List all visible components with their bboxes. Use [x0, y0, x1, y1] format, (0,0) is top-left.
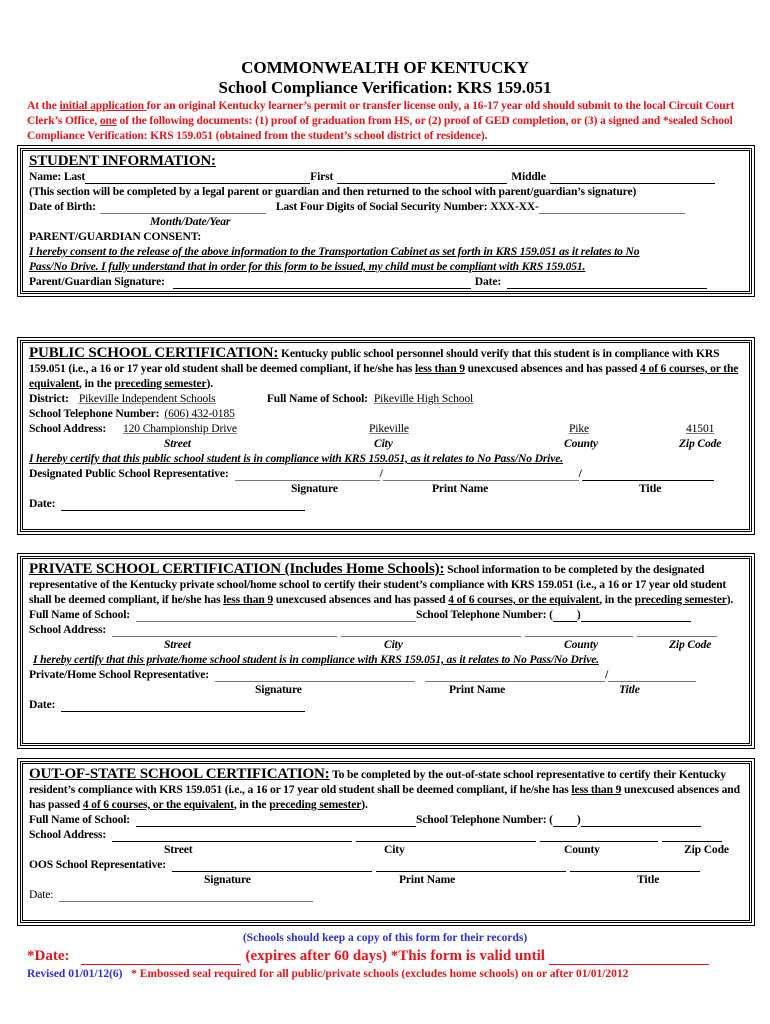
label: Date: — [474, 275, 502, 288]
label: Full Name of School: — [29, 813, 131, 826]
caption: Title — [639, 482, 662, 495]
section-title: STUDENT INFORMATION: — [29, 153, 216, 169]
label: Full Name of School: — [266, 392, 368, 405]
private-school-section — [20, 556, 752, 746]
middle-name-field[interactable] — [550, 171, 715, 184]
certify-text: I hereby certify that this public school student is in compliance with KRS 159.051, as it relates to No Pass/No Drive. — [29, 452, 563, 465]
school-phone-field[interactable] — [581, 609, 691, 622]
caption: Print Name — [432, 482, 489, 495]
label: Private/Home School Representative: — [29, 668, 209, 681]
zip-field[interactable]: 41501 — [686, 422, 715, 435]
date-of-birth-field[interactable] — [100, 201, 266, 214]
text: unexcused absences and has passed — [273, 593, 449, 606]
label: Parent/Guardian Signature: — [29, 275, 165, 288]
intro-text: At the — [27, 99, 60, 112]
label: Date: — [29, 698, 56, 711]
public-school-section — [20, 340, 752, 532]
revision-note: Revised 01/01/12(6) — [27, 968, 123, 980]
intro-text: for an original Kentucky learner’s permit or transfer license only, a 16-17 year old should submit to the local Circuit Court Clerk’s Office, — [27, 99, 735, 127]
city-field[interactable]: Pikeville — [369, 422, 409, 435]
intro-text: one — [99, 114, 117, 127]
private-description — [29, 562, 743, 607]
label: Full Name of School: — [29, 608, 131, 621]
county-field[interactable] — [540, 829, 658, 842]
section-title: PUBLIC SCHOOL CERTIFICATION: — [29, 345, 279, 361]
consent-text: Pass/No Drive. I fully understand that in order for this form to be issued, my child must be compliant with KRS 159.051. — [29, 260, 586, 273]
text: less than 9 — [223, 593, 274, 606]
rep-title-field[interactable] — [608, 669, 696, 682]
valid-until-field[interactable] — [549, 950, 709, 965]
rep-title-field[interactable] — [570, 859, 700, 872]
label: *Date: — [27, 948, 70, 964]
label: OOS School Representative: — [29, 858, 166, 871]
label: School Telephone Number: ( — [416, 608, 553, 621]
rep-print-name-field[interactable] — [376, 859, 566, 872]
caption: County — [564, 638, 598, 651]
label: Name: Last — [29, 170, 86, 183]
label: (expires after 60 days) *This form is valid until — [245, 948, 545, 964]
label: Middle — [511, 170, 546, 183]
caption: County — [564, 437, 598, 450]
text: ). — [726, 593, 734, 606]
street-field[interactable]: 120 Championship Drive — [123, 422, 237, 435]
text: School information to be completed by the designated representative of the Kentucky private school/home school to certify their student’s compliance with KRS 159.051 (i.e., a 16 or 17 year old student shall be deemed compliant, if he/she has — [29, 563, 727, 606]
area-code-field[interactable] — [553, 609, 577, 622]
note: (This section will be completed by a legal parent or guardian and then returned to the school with parent/guardian’s signature) — [29, 185, 637, 198]
caption: Title — [619, 683, 640, 696]
caption: Signature — [291, 482, 338, 495]
caption: City — [374, 437, 393, 450]
public-description — [29, 346, 743, 391]
label: Date: — [29, 888, 54, 901]
last-name-field[interactable] — [85, 171, 310, 184]
rep-title-field[interactable] — [582, 468, 714, 481]
intro-text: of the following documents: (1) proof of graduation from HS, or (2) proof of GED completion, or (3) a signed and *sealed School Compliance Verification: KRS 159.051 (obtained from the student’s school district of residence). — [27, 114, 733, 142]
intro-text: initial application — [59, 99, 147, 112]
text: 4 of 6 courses, or the equivalent — [448, 593, 600, 606]
private-date-field[interactable] — [61, 699, 305, 712]
oos-description — [29, 767, 743, 812]
caption: Signature — [204, 873, 251, 886]
label: School Telephone Number: — [29, 407, 160, 420]
label: ) — [576, 813, 581, 826]
dob-hint: Month/Date/Year — [150, 215, 231, 228]
text: 4 of 6 courses, or the equivalent — [29, 362, 739, 390]
street-field[interactable] — [112, 829, 352, 842]
label: First — [310, 170, 334, 183]
first-name-field[interactable] — [337, 171, 507, 184]
school-phone-field[interactable]: (606) 432-0185 — [164, 407, 235, 420]
caption: Street — [164, 843, 193, 856]
rep-print-name-field[interactable] — [383, 468, 579, 481]
school-name-field[interactable] — [136, 609, 416, 622]
text: Kentucky public school personnel should verify that this student is in compliance with KRS 159.051 (i.e., a 16 or 17 year old student shall be deemed compliant, if he/she has — [29, 347, 720, 375]
label: Designated Public School Representative: — [29, 467, 229, 480]
separator: / — [605, 668, 609, 681]
text: To be completed by the out-of-state school representative to certify their Kentucky resident’s compliance with KRS 159.051 (i.e., a 16 or 17 year old student shall be deemed compliant, if he/she has — [29, 768, 726, 796]
caption: Zip Code — [669, 638, 712, 651]
label: Date of Birth: — [29, 200, 96, 213]
text: less than 9 — [571, 783, 622, 796]
text: unexcused absences and has passed — [464, 362, 641, 375]
certify-text: I hereby certify that this private/home school student is in compliance with KRS 159.051, as it relates to No Pass/No Drive. — [33, 653, 599, 666]
consent-text: I hereby consent to the release of the above information to the Transportation Cabinet as set forth in KRS 159.051 as it relates to No — [29, 245, 640, 258]
zip-field[interactable] — [662, 829, 722, 842]
rep-signature-field[interactable] — [235, 468, 380, 481]
caption: Print Name — [449, 683, 506, 696]
caption: County — [564, 843, 600, 856]
text: ). — [206, 377, 213, 390]
label: School Address: — [29, 623, 107, 636]
school-phone-field[interactable] — [581, 814, 701, 827]
form-title: School Compliance Verification: KRS 159.051 — [218, 78, 552, 97]
caption: Street — [164, 638, 191, 651]
rep-signature-field[interactable] — [215, 669, 415, 682]
district-field[interactable]: Pikeville Independent Schools — [78, 392, 216, 405]
caption: Title — [637, 873, 660, 886]
county-field[interactable]: Pike — [569, 422, 590, 435]
text: preceding semester — [269, 798, 362, 811]
zip-field[interactable] — [637, 624, 717, 637]
school-name-field[interactable] — [136, 814, 416, 827]
separator: / — [578, 467, 582, 480]
text: unexcused absences and has passed — [29, 783, 740, 811]
text: , in the — [79, 377, 115, 390]
text: ). — [361, 798, 368, 811]
area-code-field[interactable] — [553, 814, 577, 827]
text: , in the — [233, 798, 270, 811]
out-of-state-section — [20, 761, 752, 923]
section-title: OUT-OF-STATE SCHOOL CERTIFICATION: — [29, 766, 330, 782]
parent-date-field[interactable] — [507, 276, 707, 289]
records-note: (Schools should keep a copy of this form for their records) — [242, 932, 528, 944]
text: preceding semester — [114, 377, 207, 390]
text: preceding semester — [634, 593, 727, 606]
oos-date-field[interactable] — [59, 889, 313, 902]
label: Date: — [29, 497, 56, 510]
caption: City — [384, 843, 405, 856]
seal-note: * Embossed seal required for all public/private schools (excludes home schools) on or after 01/01/2012 — [131, 968, 629, 980]
parent-signature-field[interactable] — [173, 276, 471, 289]
public-date-field[interactable] — [61, 498, 305, 511]
city-field[interactable] — [356, 829, 536, 842]
label: PARENT/GUARDIAN CONSENT: — [29, 230, 202, 243]
label: District: — [29, 392, 69, 405]
text: 4 of 6 courses, or the equivalent — [82, 798, 234, 811]
separator: / — [379, 467, 383, 480]
label: School Address: — [29, 828, 107, 841]
label: ) — [576, 608, 581, 621]
rep-signature-field[interactable] — [172, 859, 372, 872]
caption: Signature — [255, 683, 302, 696]
section-title: PRIVATE SCHOOL CERTIFICATION (Includes Home Schools): — [29, 561, 445, 577]
issue-date-field[interactable] — [81, 950, 241, 965]
intro-instructions — [27, 98, 752, 143]
county-field[interactable] — [525, 624, 633, 637]
city-field[interactable] — [341, 624, 521, 637]
caption: Street — [164, 437, 191, 450]
student-information-section — [20, 148, 752, 294]
text: less than 9 — [415, 362, 465, 375]
text: , in the — [599, 593, 635, 606]
rep-print-name-field[interactable] — [425, 669, 605, 682]
caption: City — [384, 638, 403, 651]
street-field[interactable] — [112, 624, 337, 637]
ssn-last-four-field[interactable] — [539, 201, 685, 214]
label: School Address: — [29, 422, 107, 435]
label: Last Four Digits of Social Security Number: XXX-XX- — [275, 200, 539, 213]
caption: Zip Code — [684, 843, 729, 856]
caption: Print Name — [399, 873, 456, 886]
caption: Zip Code — [679, 437, 722, 450]
label: School Telephone Number: ( — [416, 813, 553, 826]
form-heading: COMMONWEALTH OF KENTUCKY — [241, 58, 529, 77]
school-name-field[interactable]: Pikeville High School — [373, 392, 474, 405]
